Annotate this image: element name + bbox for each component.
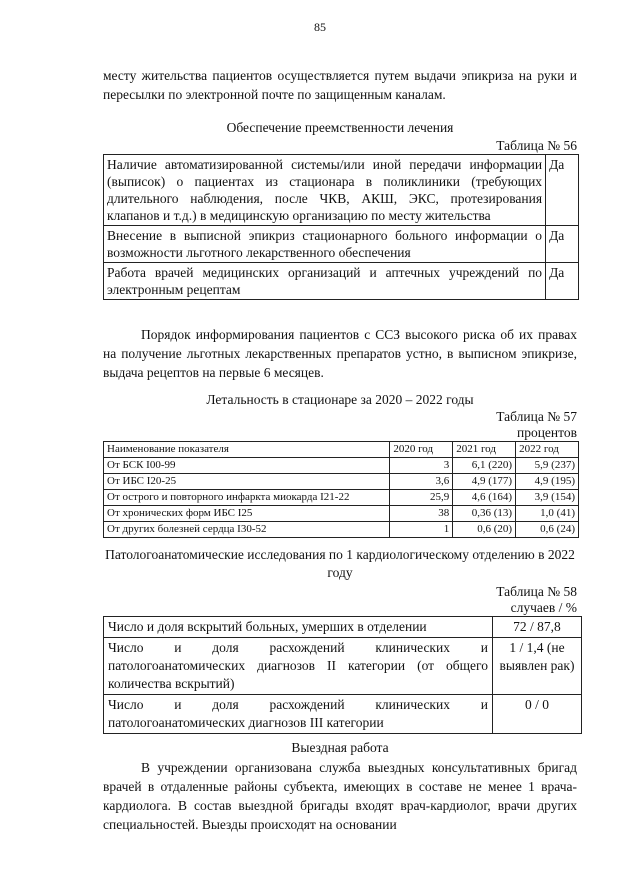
table-cell: 0,6 (24)	[516, 522, 579, 538]
table-row	[104, 490, 579, 506]
section-title-continuity: Обеспечение преемственности лечения	[226, 120, 454, 135]
table-cell: Число и доля расхождений клинических и патологоанатомических диагнозов III категории	[104, 695, 493, 734]
table-cell: 0 / 0	[493, 695, 582, 734]
table-header-row	[104, 442, 579, 458]
table-row	[104, 458, 579, 474]
table-57	[103, 441, 579, 538]
table-cell: 0,36 (13)	[453, 506, 516, 522]
table-cell: 4,9 (195)	[516, 474, 579, 490]
table-cell: Да	[546, 263, 579, 300]
table-cell: 1 / 1,4 (не выявлен рак)	[493, 638, 582, 695]
table-56	[103, 154, 579, 300]
table-row	[104, 638, 582, 695]
section-title-pathology: Патологоанатомические исследования по 1 кардиологическому отделению в 2022 году	[105, 547, 575, 580]
table-cell: От ИБС I20-25	[104, 474, 390, 490]
table-cell: Наличие автоматизированной системы/или иной передачи информации (выписок) о пациентах из стационара в поликлиники (требующих длительного наблюдения, после ЧКВ, АКШ, ЭКС, протезирования клапанов и т.д.) в медицинскую организацию по месту жительства	[104, 155, 546, 226]
column-header: 2021 год	[453, 442, 516, 458]
table-row	[104, 474, 579, 490]
table-cell: Да	[546, 226, 579, 263]
table-57-units: процентов	[516, 425, 577, 440]
table-row	[104, 522, 579, 538]
table-cell: 72 / 87,8	[493, 617, 582, 638]
table-row	[104, 695, 582, 734]
table-cell: 0,6 (20)	[453, 522, 516, 538]
table-row	[104, 506, 579, 522]
table-row	[104, 617, 582, 638]
table-row	[104, 155, 579, 226]
table-cell: Число и доля расхождений клинических и патологоанатомических диагнозов II категории (от общего количества вскрытий)	[104, 638, 493, 695]
table-cell: 5,9 (237)	[516, 458, 579, 474]
table-cell: 25,9	[390, 490, 453, 506]
table-cell: Число и доля вскрытий больных, умерших в отделении	[104, 617, 493, 638]
page-number: 85	[314, 20, 326, 34]
table-58	[103, 616, 582, 734]
paragraph-informing: Порядок информирования пациентов с ССЗ высокого риска об их правах на получение льготных лекарственных препаратов устно, в выписном эпикризе, выдача рецептов на первые 6 месяцев.	[103, 327, 577, 380]
table-56-label: Таблица № 56	[496, 138, 577, 153]
paragraph-field-work: В учреждении организована служба выездных консультативных бригад врачей в отдаленные районы субъекта, имеющих в составе не менее 1 врача-кардиолога. В состав выездной бригады входят врач-кардиолог, врачи других специальностей. Выезды происходят на основании	[103, 760, 577, 832]
table-row	[104, 263, 579, 300]
table-57-label: Таблица № 57	[496, 409, 577, 424]
intro-paragraph: месту жительства пациентов осуществляется путем выдачи эпикриза на руки и пересылки по электронной почте по защищенным каналам.	[103, 68, 577, 102]
section-title-mortality: Летальность в стационаре за 2020 – 2022 годы	[206, 392, 474, 407]
table-cell: 1	[390, 522, 453, 538]
table-cell: 4,9 (177)	[453, 474, 516, 490]
table-cell: 3	[390, 458, 453, 474]
column-header: Наименование показателя	[104, 442, 390, 458]
table-cell: От других болезней сердца I30-52	[104, 522, 390, 538]
table-cell: 3,9 (154)	[516, 490, 579, 506]
table-cell: 1,0 (41)	[516, 506, 579, 522]
table-cell: 38	[390, 506, 453, 522]
table-cell: От БСК I00-99	[104, 458, 390, 474]
table-cell: Да	[546, 155, 579, 226]
table-cell: От хронических форм ИБС I25	[104, 506, 390, 522]
column-header: 2020 год	[390, 442, 453, 458]
table-row	[104, 226, 579, 263]
table-cell: 4,6 (164)	[453, 490, 516, 506]
table-cell: 6,1 (220)	[453, 458, 516, 474]
section-title-field-work: Выездная работа	[291, 740, 389, 755]
table-cell: От острого и повторного инфаркта миокарда I21-22	[104, 490, 390, 506]
table-58-units: случаев / %	[510, 600, 577, 615]
column-header: 2022 год	[516, 442, 579, 458]
table-cell: Работа врачей медицинских организаций и аптечных учреждений по электронным рецептам	[104, 263, 546, 300]
table-58-label: Таблица № 58	[496, 584, 577, 599]
table-cell: Внесение в выписной эпикриз стационарного больного информации о возможности льготного лекарственного обеспечения	[104, 226, 546, 263]
table-cell: 3,6	[390, 474, 453, 490]
